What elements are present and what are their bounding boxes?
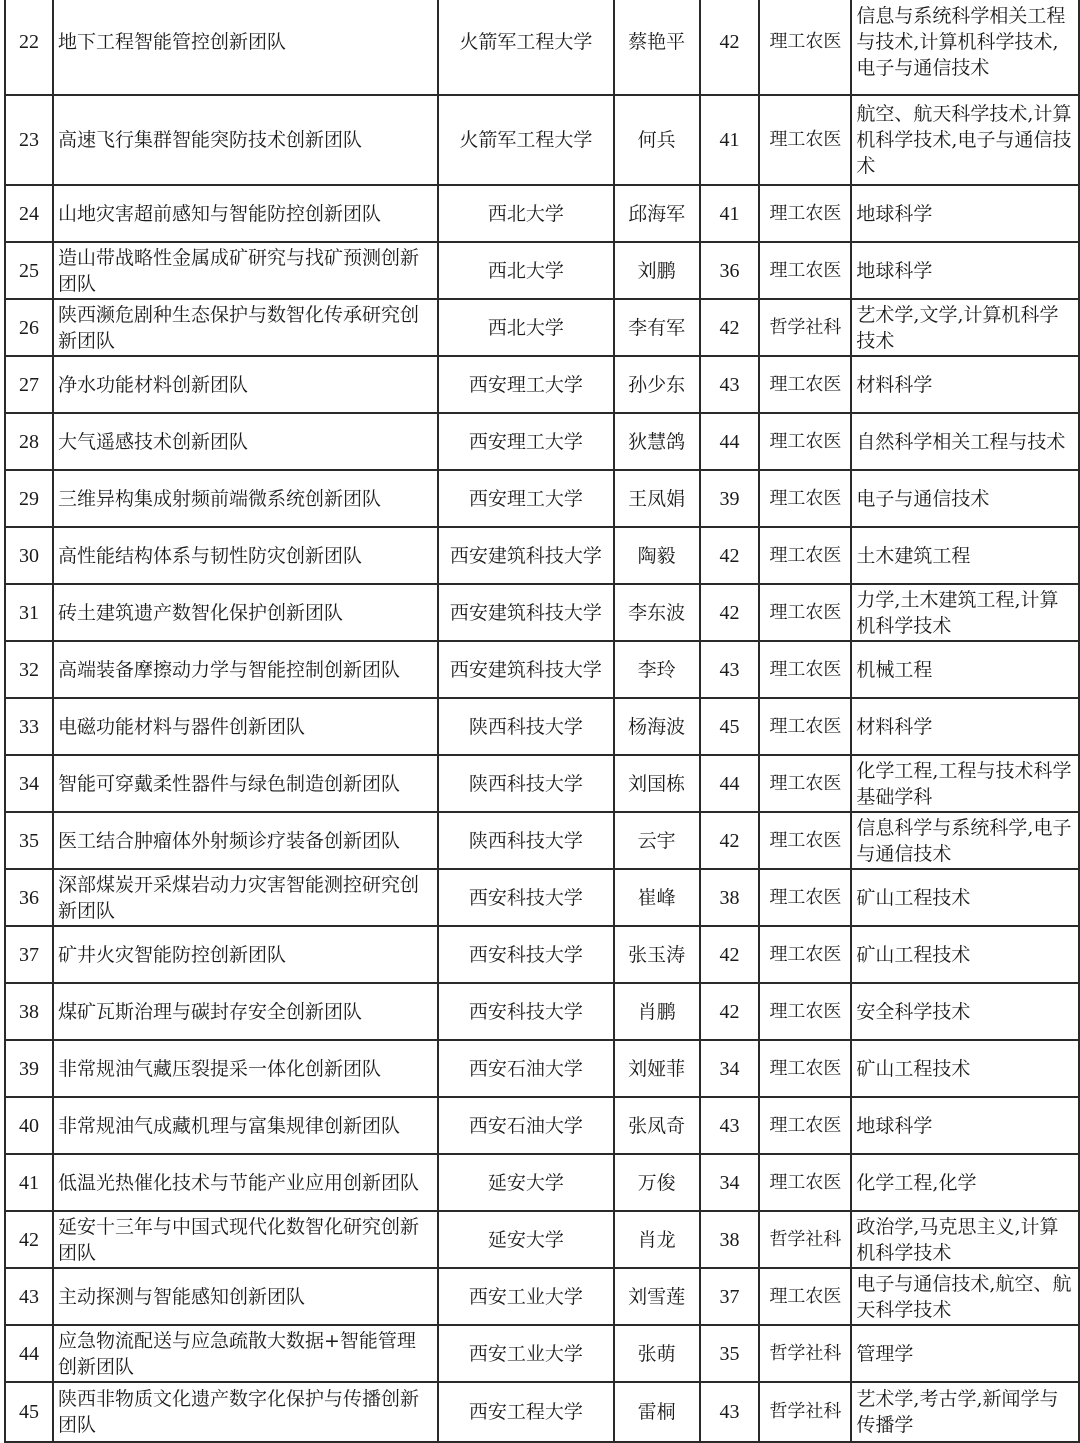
research-field-cell: 航空、航天科学技术,计算机科学技术,电子与通信技术	[851, 95, 1079, 185]
team-leader-cell: 狄慧鸽	[614, 413, 700, 470]
row-number-cell: 36	[5, 869, 53, 926]
team-leader-cell: 肖龙	[614, 1211, 700, 1268]
research-field-cell: 安全科学技术	[851, 983, 1079, 1040]
discipline-category-cell: 理工农医	[759, 0, 851, 95]
discipline-category-cell: 理工农医	[759, 527, 851, 584]
institution-cell: 西安科技大学	[438, 869, 614, 926]
research-field-cell: 自然科学相关工程与技术	[851, 413, 1079, 470]
institution-cell: 西安工程大学	[438, 1382, 614, 1442]
row-number-cell: 37	[5, 926, 53, 983]
discipline-category-cell: 理工农医	[759, 641, 851, 698]
team-leader-cell: 何兵	[614, 95, 700, 185]
research-field-cell: 电子与通信技术	[851, 470, 1079, 527]
row-number-cell: 26	[5, 299, 53, 356]
team-name-cell: 大气遥感技术创新团队	[53, 413, 438, 470]
table-row	[5, 242, 1079, 299]
team-name-cell: 非常规油气藏压裂提采一体化创新团队	[53, 1040, 438, 1097]
research-field-cell: 矿山工程技术	[851, 869, 1079, 926]
discipline-category-cell: 哲学社科	[759, 299, 851, 356]
institution-cell: 延安大学	[438, 1154, 614, 1211]
leader-age-cell: 34	[700, 1154, 760, 1211]
institution-cell: 西安石油大学	[438, 1040, 614, 1097]
row-number-cell: 34	[5, 755, 53, 812]
leader-age-cell: 42	[700, 926, 760, 983]
leader-age-cell: 42	[700, 812, 760, 869]
leader-age-cell: 36	[700, 242, 760, 299]
row-number-cell: 41	[5, 1154, 53, 1211]
team-name-cell: 陕西濒危剧种生态保护与数智化传承研究创新团队	[53, 299, 438, 356]
team-name-cell: 高端装备摩擦动力学与智能控制创新团队	[53, 641, 438, 698]
leader-age-cell: 39	[700, 470, 760, 527]
row-number-cell: 24	[5, 185, 53, 242]
leader-age-cell: 43	[700, 1382, 760, 1442]
team-name-cell: 非常规油气成藏机理与富集规律创新团队	[53, 1097, 438, 1154]
team-name-cell: 砖土建筑遗产数智化保护创新团队	[53, 584, 438, 641]
discipline-category-cell: 理工农医	[759, 185, 851, 242]
team-name-cell: 高性能结构体系与韧性防灾创新团队	[53, 527, 438, 584]
research-field-cell: 地球科学	[851, 1097, 1079, 1154]
table-row	[5, 1382, 1079, 1442]
team-leader-cell: 肖鹏	[614, 983, 700, 1040]
table-row	[5, 926, 1079, 983]
team-leader-cell: 雷桐	[614, 1382, 700, 1442]
team-name-cell: 低温光热催化技术与节能产业应用创新团队	[53, 1154, 438, 1211]
table-row	[5, 0, 1079, 95]
table-row	[5, 1211, 1079, 1268]
leader-age-cell: 38	[700, 869, 760, 926]
team-name-cell: 造山带战略性金属成矿研究与找矿预测创新团队	[53, 242, 438, 299]
team-leader-cell: 杨海波	[614, 698, 700, 755]
table-row	[5, 95, 1079, 185]
row-number-cell: 28	[5, 413, 53, 470]
institution-cell: 西安理工大学	[438, 413, 614, 470]
research-field-cell: 化学工程,化学	[851, 1154, 1079, 1211]
row-number-cell: 39	[5, 1040, 53, 1097]
discipline-category-cell: 理工农医	[759, 95, 851, 185]
institution-cell: 西安科技大学	[438, 983, 614, 1040]
table-row	[5, 755, 1079, 812]
discipline-category-cell: 理工农医	[759, 1154, 851, 1211]
discipline-category-cell: 理工农医	[759, 926, 851, 983]
research-field-cell: 材料科学	[851, 356, 1079, 413]
leader-age-cell: 43	[700, 356, 760, 413]
team-leader-cell: 李玲	[614, 641, 700, 698]
institution-cell: 西安建筑科技大学	[438, 584, 614, 641]
leader-age-cell: 44	[700, 413, 760, 470]
discipline-category-cell: 理工农医	[759, 242, 851, 299]
research-field-cell: 艺术学,文学,计算机科学技术	[851, 299, 1079, 356]
research-field-cell: 材料科学	[851, 698, 1079, 755]
table-row	[5, 1097, 1079, 1154]
table-row	[5, 470, 1079, 527]
research-field-cell: 机械工程	[851, 641, 1079, 698]
table-row	[5, 527, 1079, 584]
team-name-cell: 煤矿瓦斯治理与碳封存安全创新团队	[53, 983, 438, 1040]
team-leader-cell: 云宇	[614, 812, 700, 869]
table-row	[5, 1325, 1079, 1382]
research-field-cell: 矿山工程技术	[851, 1040, 1079, 1097]
row-number-cell: 38	[5, 983, 53, 1040]
row-number-cell: 42	[5, 1211, 53, 1268]
discipline-category-cell: 理工农医	[759, 356, 851, 413]
discipline-category-cell: 理工农医	[759, 1040, 851, 1097]
institution-cell: 火箭军工程大学	[438, 95, 614, 185]
row-number-cell: 35	[5, 812, 53, 869]
institution-cell: 西安工业大学	[438, 1268, 614, 1325]
leader-age-cell: 43	[700, 641, 760, 698]
table-row	[5, 1154, 1079, 1211]
team-name-cell: 医工结合肿瘤体外射频诊疗装备创新团队	[53, 812, 438, 869]
team-leader-cell: 蔡艳平	[614, 0, 700, 95]
discipline-category-cell: 理工农医	[759, 812, 851, 869]
research-field-cell: 矿山工程技术	[851, 926, 1079, 983]
leader-age-cell: 34	[700, 1040, 760, 1097]
team-name-cell: 智能可穿戴柔性器件与绿色制造创新团队	[53, 755, 438, 812]
institution-cell: 西安理工大学	[438, 470, 614, 527]
research-field-cell: 土木建筑工程	[851, 527, 1079, 584]
leader-age-cell: 37	[700, 1268, 760, 1325]
team-name-cell: 矿井火灾智能防控创新团队	[53, 926, 438, 983]
discipline-category-cell: 理工农医	[759, 413, 851, 470]
leader-age-cell: 35	[700, 1325, 760, 1382]
discipline-category-cell: 理工农医	[759, 869, 851, 926]
leader-age-cell: 41	[700, 185, 760, 242]
discipline-category-cell: 理工农医	[759, 755, 851, 812]
research-field-cell: 力学,土木建筑工程,计算机科学技术	[851, 584, 1079, 641]
row-number-cell: 44	[5, 1325, 53, 1382]
institution-cell: 西安工业大学	[438, 1325, 614, 1382]
table-row	[5, 869, 1079, 926]
research-field-cell: 管理学	[851, 1325, 1079, 1382]
institution-cell: 西北大学	[438, 242, 614, 299]
team-leader-cell: 李有军	[614, 299, 700, 356]
institution-cell: 火箭军工程大学	[438, 0, 614, 95]
table-row	[5, 1268, 1079, 1325]
row-number-cell: 25	[5, 242, 53, 299]
team-name-cell: 地下工程智能管控创新团队	[53, 0, 438, 95]
team-leader-cell: 张凤奇	[614, 1097, 700, 1154]
table-row	[5, 641, 1079, 698]
discipline-category-cell: 哲学社科	[759, 1382, 851, 1442]
team-leader-cell: 刘娅菲	[614, 1040, 700, 1097]
table-body	[5, 0, 1079, 1442]
discipline-category-cell: 理工农医	[759, 983, 851, 1040]
team-leader-cell: 刘国栋	[614, 755, 700, 812]
research-field-cell: 地球科学	[851, 242, 1079, 299]
table-row	[5, 299, 1079, 356]
institution-cell: 西北大学	[438, 185, 614, 242]
team-leader-cell: 王凤娟	[614, 470, 700, 527]
table-row	[5, 413, 1079, 470]
team-name-cell: 三维异构集成射频前端微系统创新团队	[53, 470, 438, 527]
team-name-cell: 应急物流配送与应急疏散大数据+智能管理创新团队	[53, 1325, 438, 1382]
team-name-cell: 高速飞行集群智能突防技术创新团队	[53, 95, 438, 185]
table-row	[5, 356, 1079, 413]
institution-cell: 西北大学	[438, 299, 614, 356]
team-leader-cell: 刘雪莲	[614, 1268, 700, 1325]
institution-cell: 西安科技大学	[438, 926, 614, 983]
row-number-cell: 30	[5, 527, 53, 584]
team-leader-cell: 孙少东	[614, 356, 700, 413]
row-number-cell: 29	[5, 470, 53, 527]
institution-cell: 陕西科技大学	[438, 812, 614, 869]
team-leader-cell: 崔峰	[614, 869, 700, 926]
team-leader-cell: 张玉涛	[614, 926, 700, 983]
leader-age-cell: 41	[700, 95, 760, 185]
discipline-category-cell: 理工农医	[759, 1268, 851, 1325]
team-name-cell: 主动探测与智能感知创新团队	[53, 1268, 438, 1325]
team-name-cell: 电磁功能材料与器件创新团队	[53, 698, 438, 755]
research-field-cell: 电子与通信技术,航空、航天科学技术	[851, 1268, 1079, 1325]
discipline-category-cell: 哲学社科	[759, 1325, 851, 1382]
table-row	[5, 983, 1079, 1040]
team-name-cell: 深部煤炭开采煤岩动力灾害智能测控研究创新团队	[53, 869, 438, 926]
team-name-cell: 净水功能材料创新团队	[53, 356, 438, 413]
table-row	[5, 812, 1079, 869]
leader-age-cell: 42	[700, 0, 760, 95]
table-row	[5, 185, 1079, 242]
discipline-category-cell: 理工农医	[759, 584, 851, 641]
team-name-cell: 陕西非物质文化遗产数字化保护与传播创新团队	[53, 1382, 438, 1442]
leader-age-cell: 38	[700, 1211, 760, 1268]
leader-age-cell: 42	[700, 527, 760, 584]
team-list-table	[4, 0, 1080, 1443]
table-row	[5, 1040, 1079, 1097]
discipline-category-cell: 理工农医	[759, 1097, 851, 1154]
row-number-cell: 22	[5, 0, 53, 95]
institution-cell: 陕西科技大学	[438, 698, 614, 755]
institution-cell: 西安石油大学	[438, 1097, 614, 1154]
institution-cell: 陕西科技大学	[438, 755, 614, 812]
institution-cell: 西安建筑科技大学	[438, 527, 614, 584]
team-leader-cell: 李东波	[614, 584, 700, 641]
leader-age-cell: 43	[700, 1097, 760, 1154]
table-row	[5, 698, 1079, 755]
leader-age-cell: 44	[700, 755, 760, 812]
team-leader-cell: 刘鹏	[614, 242, 700, 299]
row-number-cell: 43	[5, 1268, 53, 1325]
discipline-category-cell: 理工农医	[759, 470, 851, 527]
research-field-cell: 艺术学,考古学,新闻学与传播学	[851, 1382, 1079, 1442]
research-field-cell: 地球科学	[851, 185, 1079, 242]
research-field-cell: 信息与系统科学相关工程与技术,计算机科学技术,电子与通信技术	[851, 0, 1079, 95]
research-field-cell: 信息科学与系统科学,电子与通信技术	[851, 812, 1079, 869]
leader-age-cell: 42	[700, 299, 760, 356]
leader-age-cell: 42	[700, 584, 760, 641]
institution-cell: 延安大学	[438, 1211, 614, 1268]
leader-age-cell: 45	[700, 698, 760, 755]
team-leader-cell: 陶毅	[614, 527, 700, 584]
leader-age-cell: 42	[700, 983, 760, 1040]
table-row	[5, 584, 1079, 641]
team-name-cell: 山地灾害超前感知与智能防控创新团队	[53, 185, 438, 242]
discipline-category-cell: 哲学社科	[759, 1211, 851, 1268]
discipline-category-cell: 理工农医	[759, 698, 851, 755]
research-field-cell: 政治学,马克思主义,计算机科学技术	[851, 1211, 1079, 1268]
row-number-cell: 27	[5, 356, 53, 413]
team-leader-cell: 万俊	[614, 1154, 700, 1211]
row-number-cell: 40	[5, 1097, 53, 1154]
row-number-cell: 45	[5, 1382, 53, 1442]
row-number-cell: 32	[5, 641, 53, 698]
team-name-cell: 延安十三年与中国式现代化数智化研究创新团队	[53, 1211, 438, 1268]
row-number-cell: 31	[5, 584, 53, 641]
row-number-cell: 33	[5, 698, 53, 755]
row-number-cell: 23	[5, 95, 53, 185]
research-field-cell: 化学工程,工程与技术科学基础学科	[851, 755, 1079, 812]
institution-cell: 西安建筑科技大学	[438, 641, 614, 698]
team-leader-cell: 邱海军	[614, 185, 700, 242]
institution-cell: 西安理工大学	[438, 356, 614, 413]
team-leader-cell: 张萌	[614, 1325, 700, 1382]
